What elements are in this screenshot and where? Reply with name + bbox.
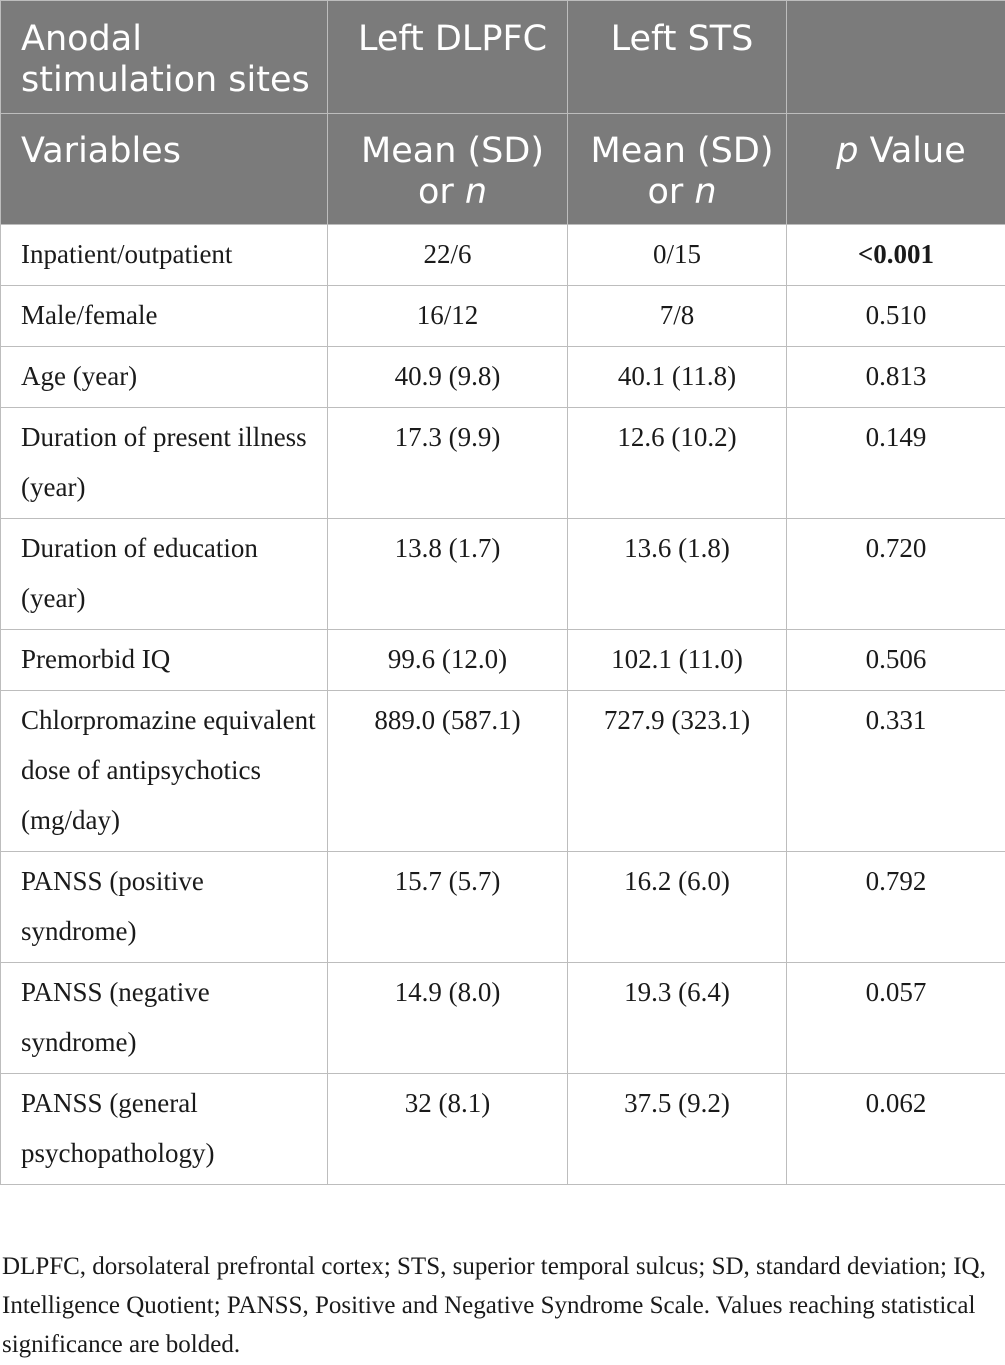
header-stimulation-sites: Anodal stimulation sites [1,1,328,114]
dlpfc-cell: 40.9 (9.8) [328,347,568,408]
header-p-italic: p [836,131,859,171]
table-row [1,963,1005,1074]
table-footnote: DLPFC, dorsolateral prefrontal cortex; STS, superior temporal sulcus; SD, standard deviation; IQ, Intelligence Quotient; PANSS, Positive and Negative Syndrome Scale. Values reaching statistical significance are bolded. [2,1253,986,1358]
table-row [1,286,1005,347]
table-row [1,408,1005,519]
sts-cell: 19.3 (6.4) [568,963,787,1074]
p-value-cell: 0.813 [787,347,1005,408]
sts-cell: 727.9 (323.1) [568,691,787,852]
sts-cell: 40.1 (11.8) [568,347,787,408]
table-row [1,1074,1005,1185]
variable-cell: PANSS (positive syndrome) [1,852,328,963]
sts-cell: 37.5 (9.2) [568,1074,787,1185]
header-mean-sd-sts [568,114,787,225]
p-value-cell: 0.057 [787,963,1005,1074]
table-row [1,519,1005,630]
p-value-cell: 0.331 [787,691,1005,852]
header-variables: Variables [1,114,328,225]
dlpfc-cell: 32 (8.1) [328,1074,568,1185]
variable-cell: Inpatient/outpatient [1,225,328,286]
header-n-label: n [694,172,717,212]
dlpfc-cell: 16/12 [328,286,568,347]
dlpfc-cell: 15.7 (5.7) [328,852,568,963]
header-row-variables [1,114,1005,225]
dlpfc-cell: 99.6 (12.0) [328,630,568,691]
table-row [1,691,1005,852]
header-empty [787,1,1005,114]
header-mean-sd-label: Mean (SD) [361,131,544,171]
sts-cell: 102.1 (11.0) [568,630,787,691]
variable-cell: Duration of education (year) [1,519,328,630]
variable-cell: Duration of present illness (year) [1,408,328,519]
sts-cell: 7/8 [568,286,787,347]
variable-cell: Chlorpromazine equivalent dose of antipsychotics (mg/day) [1,691,328,852]
sts-cell: 16.2 (6.0) [568,852,787,963]
variable-cell: Male/female [1,286,328,347]
p-value-cell: 0.149 [787,408,1005,519]
p-value-cell: 0.062 [787,1074,1005,1185]
header-value-label: Value [858,131,966,171]
header-mean-sd-label: Mean (SD) [590,131,774,171]
header-n-label: n [464,172,488,212]
sts-cell: 13.6 (1.8) [568,519,787,630]
p-value-cell: 0.510 [787,286,1005,347]
variable-cell: PANSS (general psychopathology) [1,1074,328,1185]
table-row [1,347,1005,408]
header-or-label: or [417,172,465,212]
sts-cell: 0/15 [568,225,787,286]
p-value-cell: 0.792 [787,852,1005,963]
header-row-stimulation-sites [1,1,1005,114]
variable-cell: Age (year) [1,347,328,408]
p-value-cell-significant: <0.001 [787,225,1005,286]
header-p-value [787,114,1005,225]
dlpfc-cell: 889.0 (587.1) [328,691,568,852]
dlpfc-cell: 13.8 (1.7) [328,519,568,630]
sts-cell: 12.6 (10.2) [568,408,787,519]
dlpfc-cell: 14.9 (8.0) [328,963,568,1074]
header-left-dlpfc: Left DLPFC [328,1,568,114]
table-row [1,630,1005,691]
header-left-sts: Left STS [568,1,787,114]
dlpfc-cell: 17.3 (9.9) [328,408,568,519]
variable-cell: Premorbid IQ [1,630,328,691]
p-value-cell: 0.506 [787,630,1005,691]
header-or-label: or [647,172,695,212]
table-row [1,852,1005,963]
p-value-cell: 0.720 [787,519,1005,630]
header-mean-sd-dlpfc [328,114,568,225]
dlpfc-cell: 22/6 [328,225,568,286]
table-row [1,225,1005,286]
variable-cell: PANSS (negative syndrome) [1,963,328,1074]
